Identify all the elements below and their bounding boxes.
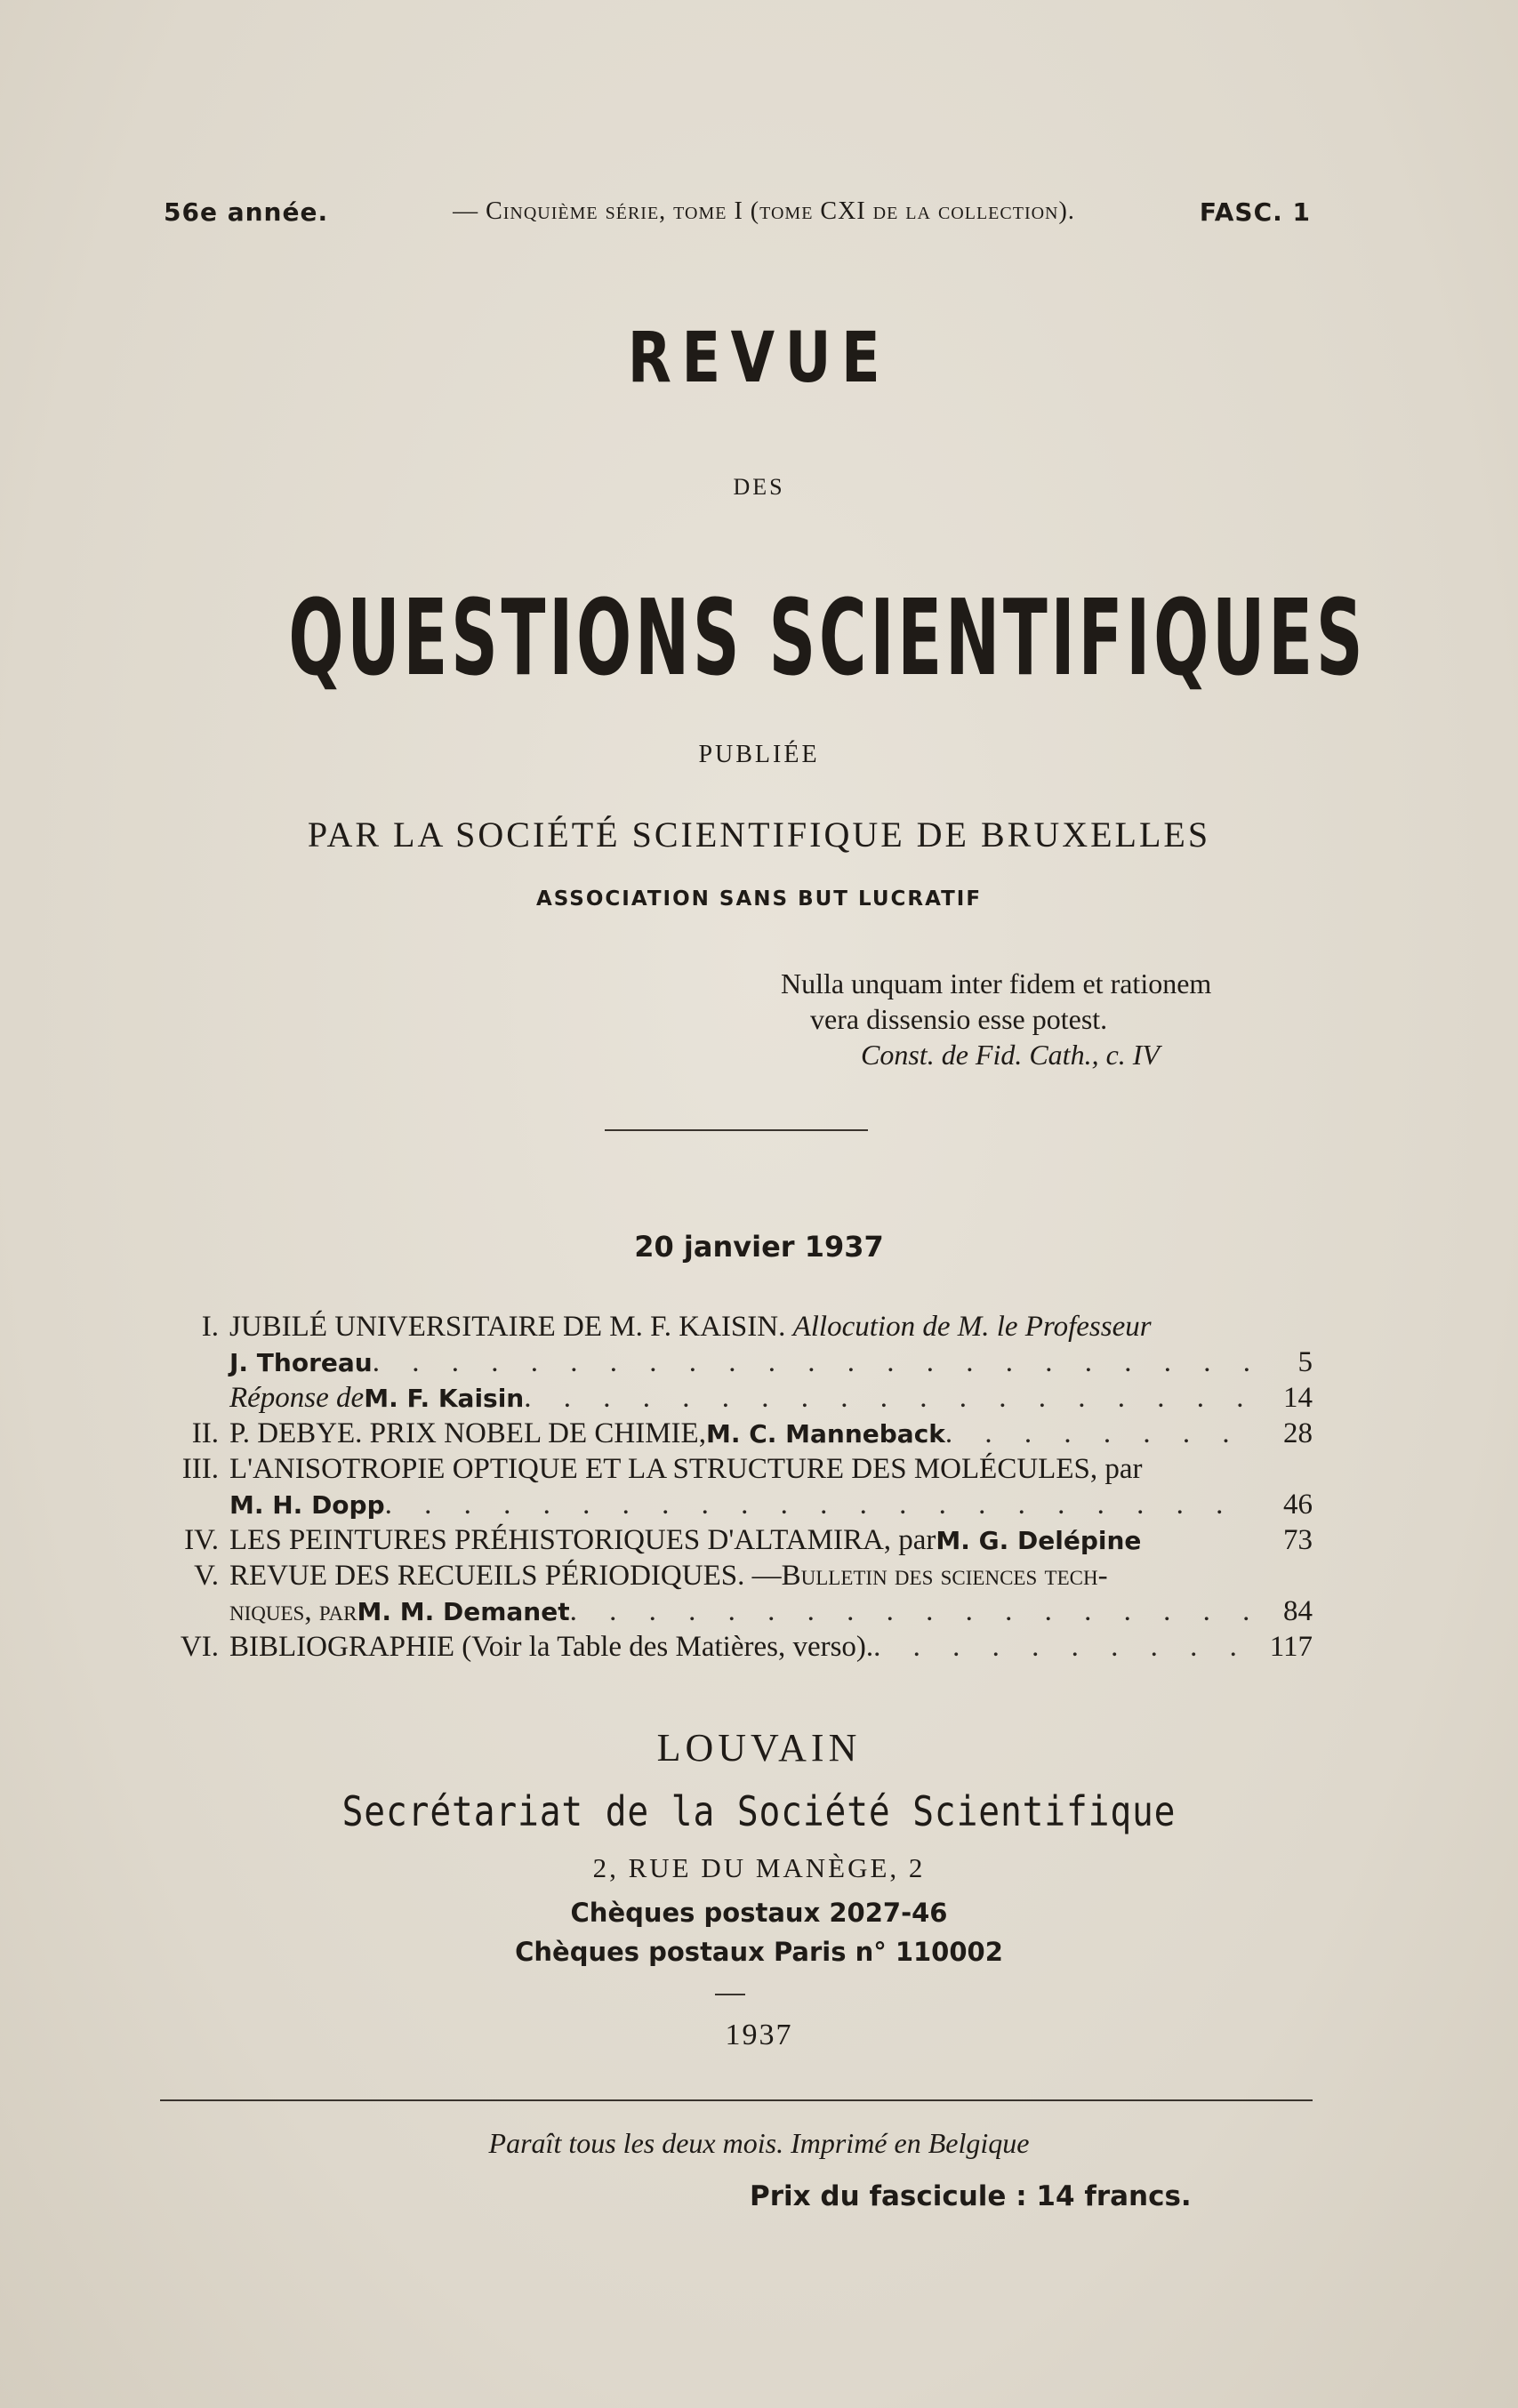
issue-date: 20 janvier 1937 — [634, 1230, 884, 1264]
volume-year: 56e année. — [164, 197, 329, 227]
footer-divider — [160, 2099, 1313, 2101]
leader-dots — [385, 1487, 1256, 1522]
toc-author: M. M. Demanet — [357, 1597, 570, 1626]
series-info: — Cinquième série, tome I (tome CXI de la collection). — [453, 197, 1075, 225]
leader-dots — [873, 1629, 1256, 1665]
short-divider — [715, 1994, 745, 1995]
toc-author: M. C. Manneback — [705, 1419, 945, 1449]
toc-title: JUBILÉ UNIVERSITAIRE DE M. F. KAISIN. Allocution de M. le Professeur — [229, 1311, 1152, 1343]
toc-page: 46 — [1283, 1489, 1313, 1521]
toc-page: 73 — [1283, 1524, 1313, 1556]
toc-entry-iii-cont — [162, 1487, 1313, 1523]
toc-entry-i-reply: Réponse de M. F. Kaisin . . . 14 — [162, 1380, 1313, 1417]
toc-entry-i-cont — [162, 1344, 1313, 1381]
toc-page: 28 — [1283, 1417, 1313, 1449]
toc-entry-iv — [162, 1522, 1313, 1559]
leader-dots — [373, 1344, 1256, 1380]
toc-author: M. F. Kaisin — [364, 1384, 525, 1413]
toc-page: 5 — [1297, 1346, 1313, 1378]
leader-dots — [945, 1416, 1256, 1451]
motto-source: Const. de Fid. Cath., c. IV — [861, 1039, 1160, 1071]
divider — [605, 1129, 868, 1131]
toc-author: M. H. Dopp — [229, 1490, 385, 1520]
imprint-year: 1937 — [725, 2019, 793, 2051]
toc-entry-vi — [162, 1629, 1313, 1665]
toc-title: LES PEINTURES PRÉHISTORIQUES D'ALTAMIRA, par — [229, 1524, 936, 1556]
toc-author: J. Thoreau — [229, 1348, 373, 1377]
toc-number: I. — [201, 1311, 219, 1343]
toc-page: 14 — [1283, 1382, 1313, 1414]
published-label: PUBLIÉE — [698, 741, 820, 768]
header-line — [164, 190, 1311, 233]
toc-page: 117 — [1269, 1631, 1313, 1663]
toc-entry-i — [162, 1309, 1313, 1344]
title-des: DES — [733, 474, 785, 500]
price: Prix du fascicule : 14 francs. — [750, 2180, 1192, 2212]
imprint-secretariat: Secrétariat de la Société Scientifique — [341, 1787, 1177, 1835]
toc-number: VI. — [180, 1631, 219, 1663]
toc-entry-v: V. REVUE DES RECUEILS PÉRIODIQUES. — Bulletin des sciences tech- — [162, 1558, 1313, 1593]
toc-title: P. DEBYE. PRIX NOBEL DE CHIMIE, — [229, 1417, 706, 1449]
postal-cheques-paris: Chèques postaux Paris n° 110002 — [515, 1937, 1003, 1967]
motto-line-1: Nulla unquam inter fidem et rationem — [781, 967, 1212, 999]
toc-entry-ii — [162, 1416, 1313, 1452]
toc-entry-iii — [162, 1451, 1313, 1487]
toc-number: III. — [181, 1453, 219, 1485]
leader-dots — [524, 1380, 1256, 1416]
toc-entry-v-cont: niques, par M. M. Demanet . . . 84 — [162, 1593, 1313, 1630]
publisher: PAR LA SOCIÉTÉ SCIENTIFIQUE DE BRUXELLES — [307, 815, 1211, 855]
postal-cheques: Chèques postaux 2027-46 — [570, 1898, 948, 1928]
motto-line-2: vera dissensio esse potest. — [810, 1003, 1108, 1035]
toc-number: II. — [191, 1417, 219, 1449]
title-revue: REVUE — [627, 318, 891, 398]
toc-number: IV. — [184, 1524, 219, 1556]
footer-note: Paraît tous les deux mois. Imprimé en Belgique — [488, 2127, 1030, 2159]
toc-title: REVUE DES RECUEILS PÉRIODIQUES. — — [229, 1560, 782, 1592]
leader-dots — [570, 1593, 1256, 1629]
toc-number: V. — [194, 1560, 219, 1592]
toc-title: L'ANISOTROPIE OPTIQUE ET LA STRUCTURE DES MOLÉCULES, par — [229, 1453, 1143, 1485]
imprint-address: 2, RUE DU MANÈGE, 2 — [592, 1852, 926, 1883]
imprint-city: LOUVAIN — [656, 1726, 862, 1770]
page-title: QUESTIONS SCIENTIFIQUES — [288, 576, 1367, 699]
toc-page: 84 — [1283, 1595, 1313, 1627]
toc-title: BIBLIOGRAPHIE (Voir la Table des Matières, verso). — [229, 1631, 874, 1663]
association-note: ASSOCIATION SANS BUT LUCRATIF — [535, 887, 983, 911]
fascicle-number: FASC. 1 — [1199, 197, 1311, 227]
toc-author: M. G. Delépine — [936, 1526, 1142, 1555]
